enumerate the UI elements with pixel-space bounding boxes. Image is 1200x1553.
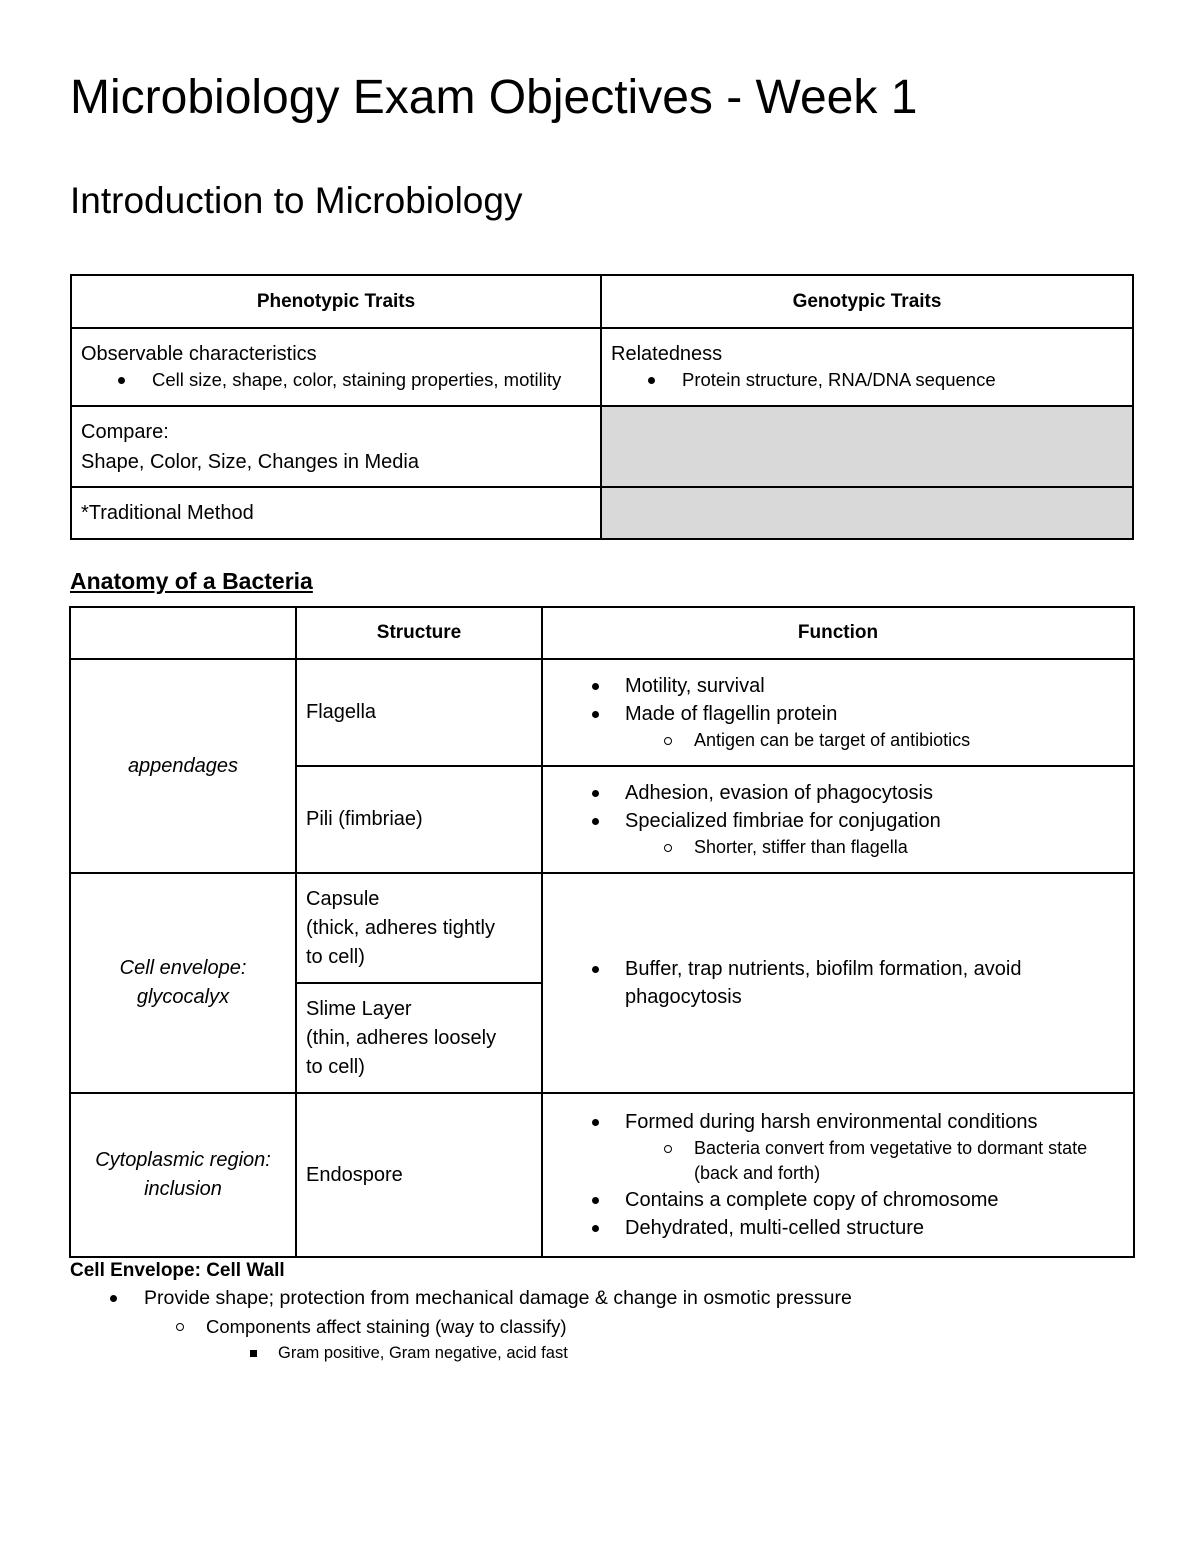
cell-wall-subbullet: [176, 1316, 567, 1338]
phenotypic-label: Observable characteristics: [81, 343, 317, 365]
function-item: Dehydrated, multi-celled structure: [625, 1217, 925, 1239]
compare-list: Shape, Color, Size, Changes in Media: [81, 450, 419, 473]
sub-bullet-icon: [664, 737, 672, 745]
genotypic-label: Relatedness: [611, 343, 723, 365]
bullet-icon: [592, 1119, 599, 1126]
cell-wall-text: Gram positive, Gram negative, acid fast: [278, 1344, 568, 1362]
category-line: inclusion: [144, 1178, 222, 1200]
function-subitem: Bacteria convert from vegetative to dormant state (back and forth): [694, 1138, 1088, 1183]
bullet-icon: [592, 966, 599, 973]
traditional-method-cell: *Traditional Method: [71, 487, 601, 539]
structure-line: Capsule: [306, 887, 380, 910]
function-item: Buffer, trap nutrients, biofilm formation, avoid phagocytosis: [625, 958, 1022, 1008]
cell-wall-heading: Cell Envelope: Cell Wall: [70, 1260, 285, 1281]
category-line: Cell envelope:: [119, 957, 247, 979]
blank-header: [70, 607, 296, 659]
genotypic-cell: [601, 328, 1133, 406]
structure-line: Slime Layer: [306, 997, 412, 1020]
function-subitem: Shorter, stiffer than flagella: [694, 837, 908, 857]
function-item: Adhesion, evasion of phagocytosis: [625, 782, 933, 804]
function-item: Contains a complete copy of chromosome: [625, 1189, 999, 1211]
flagella-structure: Flagella: [296, 659, 542, 766]
genotypic-bullet: Protein structure, RNA/DNA sequence: [682, 369, 996, 390]
sub-bullet-icon: [176, 1323, 184, 1331]
flagella-function: [542, 659, 1134, 766]
appendages-category: appendages: [70, 659, 296, 873]
structure-line: (thin, adheres loosely: [306, 1026, 497, 1049]
bullet-icon: [110, 1295, 117, 1302]
cytoplasmic-category: [70, 1093, 296, 1257]
cell-wall-subsubbullet: [250, 1344, 568, 1363]
endospore-function: [542, 1093, 1134, 1257]
bullet-icon: [592, 1225, 599, 1232]
square-bullet-icon: [250, 1350, 257, 1357]
empty-gray-cell: [601, 406, 1133, 487]
anatomy-heading: Anatomy of a Bacteria: [70, 568, 313, 594]
structure-header: Structure: [296, 607, 542, 659]
bullet-icon: [592, 711, 599, 718]
function-item: Specialized fimbriae for conjugation: [625, 810, 941, 832]
bullet-icon: [118, 377, 125, 384]
cell-wall-text: Components affect staining (way to classify): [206, 1316, 567, 1337]
sub-bullet-icon: [664, 844, 672, 852]
function-subitem: Antigen can be target of antibiotics: [694, 730, 971, 750]
bullet-icon: [592, 818, 599, 825]
empty-gray-cell: [601, 487, 1133, 539]
envelope-category: [70, 873, 296, 1093]
section-subtitle: Introduction to Microbiology: [70, 180, 523, 221]
phenotypic-bullet: Cell size, shape, color, staining properties, motility: [152, 369, 562, 390]
page-title: Microbiology Exam Objectives - Week 1: [70, 71, 918, 124]
function-item: Motility, survival: [625, 675, 765, 697]
bullet-icon: [592, 1197, 599, 1204]
bullet-icon: [592, 790, 599, 797]
bullet-icon: [592, 683, 599, 690]
compare-label: Compare:: [81, 420, 169, 443]
bullet-icon: [648, 377, 655, 384]
phenotypic-cell: [71, 328, 601, 406]
pili-function: [542, 766, 1134, 873]
endospore-structure: Endospore: [296, 1093, 542, 1257]
structure-line: to cell): [306, 1055, 365, 1078]
category-line: glycocalyx: [136, 986, 230, 1008]
function-header: Function: [542, 607, 1134, 659]
compare-cell: [71, 406, 601, 487]
category-line: Cytoplasmic region:: [95, 1149, 271, 1171]
sub-bullet-icon: [664, 1145, 672, 1153]
pili-structure: Pili (fimbriae): [296, 766, 542, 873]
traits-table: [70, 274, 1134, 540]
slime-layer-structure: [296, 983, 542, 1093]
genotypic-header: Genotypic Traits: [601, 275, 1133, 328]
cell-wall-text: Provide shape; protection from mechanical damage & change in osmotic pressure: [144, 1287, 852, 1309]
structure-line: to cell): [306, 945, 365, 968]
cell-wall-bullet: [110, 1287, 852, 1310]
function-item: Formed during harsh environmental conditions: [625, 1111, 1038, 1133]
anatomy-table: [69, 606, 1135, 1258]
phenotypic-header: Phenotypic Traits: [71, 275, 601, 328]
function-item: Made of flagellin protein: [625, 703, 838, 725]
capsule-structure: [296, 873, 542, 983]
envelope-function: [542, 873, 1134, 1093]
structure-line: (thick, adheres tightly: [306, 916, 495, 939]
